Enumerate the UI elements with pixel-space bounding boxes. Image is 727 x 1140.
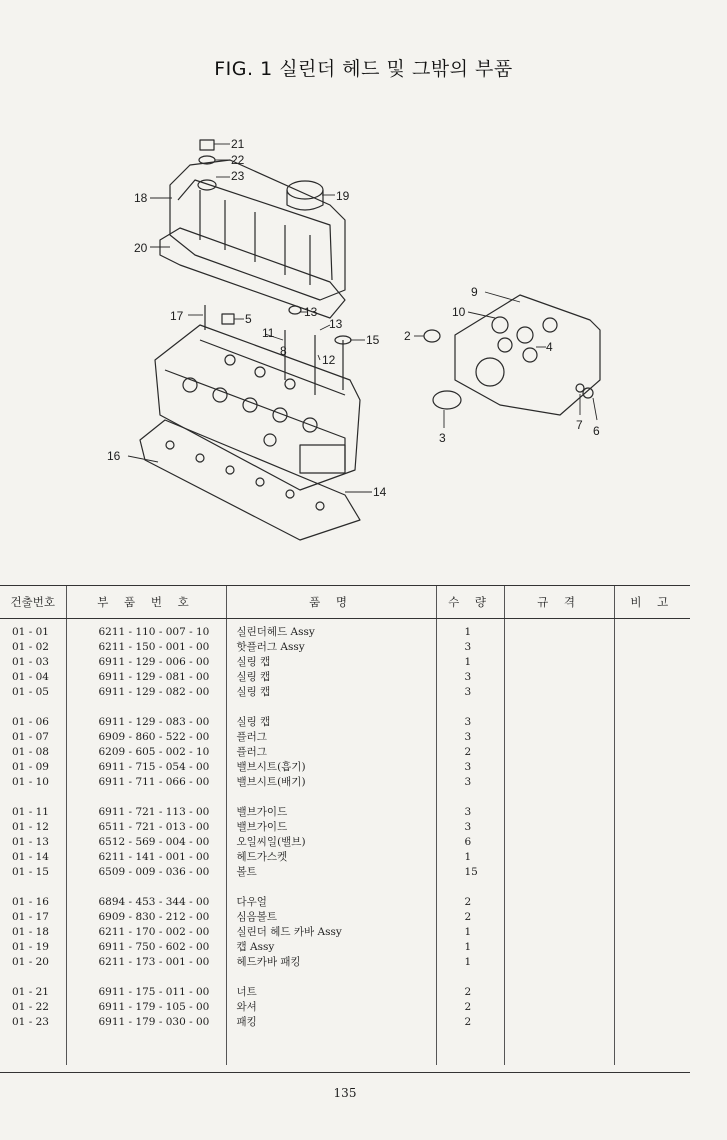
- spec-cell: [504, 955, 614, 970]
- spec-cell: [504, 760, 614, 775]
- ref-number-cell: 01 - 21: [12, 986, 49, 998]
- ref-number-cell: 01 - 09: [12, 761, 49, 773]
- callout-20: 20: [134, 241, 148, 255]
- table-row: [0, 730, 690, 745]
- ref-number-cell: 01 - 05: [12, 686, 49, 698]
- part-number-cell: 6211 - 110 - 007 - 10: [66, 625, 226, 640]
- callout-10: 10: [452, 305, 466, 319]
- part-name-cell: 실링 캡: [226, 655, 436, 670]
- table-row: [0, 715, 690, 730]
- quantity-cell: 3: [436, 685, 504, 700]
- callout-14: 14: [373, 485, 387, 499]
- ref-number-cell: 01 - 18: [12, 926, 49, 938]
- ref-number-cell: 01 - 17: [12, 911, 49, 923]
- remarks-cell: [614, 715, 690, 730]
- spec-cell: [504, 640, 614, 655]
- part-name-cell: 실린더헤드 Assy: [226, 625, 436, 640]
- part-number-cell: 6209 - 605 - 002 - 10: [66, 745, 226, 760]
- part-number-cell: 6909 - 860 - 522 - 00: [66, 730, 226, 745]
- table-row: [0, 685, 690, 700]
- col-remarks: 비 고: [614, 586, 690, 619]
- part-name-cell: 핫플러그 Assy: [226, 640, 436, 655]
- callout-22: 22: [231, 153, 245, 167]
- quantity-cell: 3: [436, 775, 504, 790]
- part-number-cell: 6211 - 150 - 001 - 00: [66, 640, 226, 655]
- spec-cell: [504, 745, 614, 760]
- part-number-cell: 6909 - 830 - 212 - 00: [66, 910, 226, 925]
- part-number-cell: 6211 - 170 - 002 - 00: [66, 925, 226, 940]
- ref-number-cell: 01 - 08: [12, 746, 49, 758]
- quantity-cell: 2: [436, 910, 504, 925]
- table-row: [0, 745, 690, 760]
- ref-number-cell: 01 - 15: [12, 866, 49, 878]
- row-spacer: [0, 790, 690, 805]
- part-number-cell: 6911 - 721 - 113 - 00: [66, 805, 226, 820]
- part-number-cell: 6911 - 129 - 006 - 00: [66, 655, 226, 670]
- remarks-cell: [614, 895, 690, 910]
- spec-cell: [504, 805, 614, 820]
- spec-cell: [504, 910, 614, 925]
- spec-cell: [504, 685, 614, 700]
- table-row: [0, 910, 690, 925]
- part-name-cell: 밸브가이드: [226, 820, 436, 835]
- table-row: [0, 1000, 690, 1015]
- table-row: [0, 895, 690, 910]
- quantity-cell: 1: [436, 655, 504, 670]
- table-row: [0, 820, 690, 835]
- col-spec: 규 격: [504, 586, 614, 619]
- part-number-cell: 6911 - 711 - 066 - 00: [66, 775, 226, 790]
- ref-number-cell: 01 - 14: [12, 851, 49, 863]
- col-quantity: 수 량: [436, 586, 504, 619]
- callout-3: 3: [439, 431, 446, 445]
- ref-number-cell: 01 - 19: [12, 941, 49, 953]
- row-spacer: [0, 1030, 690, 1065]
- remarks-cell: [614, 835, 690, 850]
- part-number-cell: 6911 - 179 - 030 - 00: [66, 1015, 226, 1030]
- quantity-cell: 3: [436, 670, 504, 685]
- part-name-cell: 실링 캡: [226, 715, 436, 730]
- callout-8: 8: [280, 344, 287, 358]
- spec-cell: [504, 730, 614, 745]
- remarks-cell: [614, 745, 690, 760]
- ref-number-cell: 01 - 20: [12, 956, 49, 968]
- spec-cell: [504, 715, 614, 730]
- ref-number-cell: 01 - 01: [12, 626, 49, 638]
- quantity-cell: 1: [436, 925, 504, 940]
- remarks-cell: [614, 655, 690, 670]
- part-name-cell: 와셔: [226, 1000, 436, 1015]
- remarks-cell: [614, 910, 690, 925]
- remarks-cell: [614, 670, 690, 685]
- quantity-cell: 3: [436, 805, 504, 820]
- part-name-cell: 다우얼: [226, 895, 436, 910]
- remarks-cell: [614, 1000, 690, 1015]
- callout-16: 16: [107, 449, 121, 463]
- detail-block-shape: [455, 295, 600, 415]
- quantity-cell: 2: [436, 745, 504, 760]
- part-name-cell: 밸브가이드: [226, 805, 436, 820]
- ref-number-cell: 01 - 23: [12, 1016, 49, 1028]
- table-row: [0, 670, 690, 685]
- part-name-cell: 실링 캡: [226, 670, 436, 685]
- remarks-cell: [614, 850, 690, 865]
- quantity-cell: 3: [436, 640, 504, 655]
- table-row: [0, 805, 690, 820]
- callout-12: 12: [322, 353, 336, 367]
- quantity-cell: 2: [436, 1000, 504, 1015]
- col-part-number: 부 품 번 호: [66, 586, 226, 619]
- callout-9: 9: [471, 285, 478, 299]
- callout-2: 2: [404, 329, 411, 343]
- part-name-cell: 플러그: [226, 745, 436, 760]
- part-name-cell: 밸브시트(배기): [226, 775, 436, 790]
- remarks-cell: [614, 985, 690, 1000]
- table-row: [0, 985, 690, 1000]
- spec-cell: [504, 670, 614, 685]
- quantity-cell: 3: [436, 715, 504, 730]
- part-number-cell: 6211 - 173 - 001 - 00: [66, 955, 226, 970]
- callout-5: 5: [245, 312, 252, 326]
- spec-cell: [504, 940, 614, 955]
- ref-number-cell: 01 - 10: [12, 776, 49, 788]
- quantity-cell: 3: [436, 730, 504, 745]
- spec-cell: [504, 865, 614, 880]
- part-name-cell: 패킹: [226, 1015, 436, 1030]
- spec-cell: [504, 820, 614, 835]
- page-number: 135: [333, 1086, 357, 1100]
- remarks-cell: [614, 940, 690, 955]
- callout-13b: 13: [329, 317, 343, 331]
- spec-cell: [504, 985, 614, 1000]
- ref-number-cell: 01 - 16: [12, 896, 49, 908]
- row-spacer: [0, 700, 690, 715]
- callout-7: 7: [576, 418, 583, 432]
- callout-6: 6: [593, 424, 600, 438]
- quantity-cell: 15: [436, 865, 504, 880]
- row-spacer: [0, 970, 690, 985]
- ref-number-cell: 01 - 22: [12, 1001, 49, 1013]
- quantity-cell: 2: [436, 985, 504, 1000]
- part-number-cell: 6911 - 175 - 011 - 00: [66, 985, 226, 1000]
- callout-4: 4: [546, 340, 553, 354]
- spec-cell: [504, 895, 614, 910]
- callout-19: 19: [336, 189, 350, 203]
- part-number-cell: 6509 - 009 - 036 - 00: [66, 865, 226, 880]
- table-row: [0, 655, 690, 670]
- part-number-cell: 6911 - 179 - 105 - 00: [66, 1000, 226, 1015]
- quantity-cell: 1: [436, 955, 504, 970]
- ref-number-cell: 01 - 02: [12, 641, 49, 653]
- quantity-cell: 6: [436, 835, 504, 850]
- part-number-cell: 6512 - 569 - 004 - 00: [66, 835, 226, 850]
- ref-number-cell: 01 - 12: [12, 821, 49, 833]
- quantity-cell: 3: [436, 820, 504, 835]
- quantity-cell: 2: [436, 895, 504, 910]
- callout-15: 15: [366, 333, 380, 347]
- part-number-cell: 6511 - 721 - 013 - 00: [66, 820, 226, 835]
- spec-cell: [504, 655, 614, 670]
- table-row: [0, 625, 690, 640]
- ref-number-cell: 01 - 04: [12, 671, 49, 683]
- remarks-cell: [614, 805, 690, 820]
- remarks-cell: [614, 820, 690, 835]
- remarks-cell: [614, 925, 690, 940]
- table-header-row: [0, 586, 690, 619]
- quantity-cell: 2: [436, 1015, 504, 1030]
- part-name-cell: 볼트: [226, 865, 436, 880]
- remarks-cell: [614, 685, 690, 700]
- quantity-cell: 1: [436, 850, 504, 865]
- table-row: [0, 775, 690, 790]
- cylinder-head-shape: [155, 325, 360, 490]
- part-name-cell: 캡 Assy: [226, 940, 436, 955]
- part-number-cell: 6911 - 750 - 602 - 00: [66, 940, 226, 955]
- callout-21: 21: [231, 137, 245, 151]
- part-number-cell: 6911 - 715 - 054 - 00: [66, 760, 226, 775]
- table-row: [0, 1015, 690, 1030]
- spec-cell: [504, 850, 614, 865]
- ref-number-cell: 01 - 07: [12, 731, 49, 743]
- col-part-name: 품 명: [226, 586, 436, 619]
- spec-cell: [504, 1000, 614, 1015]
- table-row: [0, 940, 690, 955]
- exploded-parts-diagram: [0, 95, 727, 575]
- table-row: [0, 760, 690, 775]
- part-number-cell: 6894 - 453 - 344 - 00: [66, 895, 226, 910]
- table-row: [0, 865, 690, 880]
- spec-cell: [504, 925, 614, 940]
- callout-17: 17: [170, 309, 184, 323]
- table-row: [0, 850, 690, 865]
- quantity-cell: 1: [436, 625, 504, 640]
- table-row: [0, 955, 690, 970]
- spec-cell: [504, 775, 614, 790]
- table-row: [0, 925, 690, 940]
- remarks-cell: [614, 775, 690, 790]
- row-spacer: [0, 880, 690, 895]
- table-row: [0, 640, 690, 655]
- quantity-cell: 1: [436, 940, 504, 955]
- part-name-cell: 밸브시트(흡기): [226, 760, 436, 775]
- quantity-cell: 3: [436, 760, 504, 775]
- parts-list-body: [0, 619, 690, 1066]
- remarks-cell: [614, 730, 690, 745]
- ref-number-cell: 01 - 06: [12, 716, 49, 728]
- spec-cell: [504, 835, 614, 850]
- ref-number-cell: 01 - 03: [12, 656, 49, 668]
- ref-number-cell: 01 - 13: [12, 836, 49, 848]
- part-number-cell: 6911 - 129 - 081 - 00: [66, 670, 226, 685]
- part-name-cell: 실린더 헤드 카바 Assy: [226, 925, 436, 940]
- remarks-cell: [614, 640, 690, 655]
- remarks-cell: [614, 1015, 690, 1030]
- remarks-cell: [614, 760, 690, 775]
- remarks-cell: [614, 865, 690, 880]
- part-number-cell: 6911 - 129 - 082 - 00: [66, 685, 226, 700]
- table-row: [0, 835, 690, 850]
- remarks-cell: [614, 955, 690, 970]
- parts-list-table: [0, 585, 690, 1065]
- ref-number-cell: 01 - 11: [12, 806, 49, 818]
- callout-11: 11: [262, 326, 275, 340]
- part-name-cell: 오일씨일(밸브): [226, 835, 436, 850]
- spec-cell: [504, 625, 614, 640]
- part-name-cell: 너트: [226, 985, 436, 1000]
- remarks-cell: [614, 625, 690, 640]
- part-name-cell: 플러그: [226, 730, 436, 745]
- spec-cell: [504, 1015, 614, 1030]
- callout-13a: 13: [304, 305, 318, 319]
- table-bottom-rule: [0, 1072, 690, 1073]
- callout-18: 18: [134, 191, 148, 205]
- part-name-cell: 실링 캡: [226, 685, 436, 700]
- callout-23: 23: [231, 169, 245, 183]
- part-number-cell: 6911 - 129 - 083 - 00: [66, 715, 226, 730]
- part-name-cell: 헤드가스켓: [226, 850, 436, 865]
- col-ref-no: 건출번호: [0, 586, 66, 619]
- part-number-cell: 6211 - 141 - 001 - 00: [66, 850, 226, 865]
- figure-title: FIG. 1 실린더 헤드 및 그밖의 부품: [214, 58, 513, 80]
- part-name-cell: 심음볼트: [226, 910, 436, 925]
- part-name-cell: 헤드카바 패킹: [226, 955, 436, 970]
